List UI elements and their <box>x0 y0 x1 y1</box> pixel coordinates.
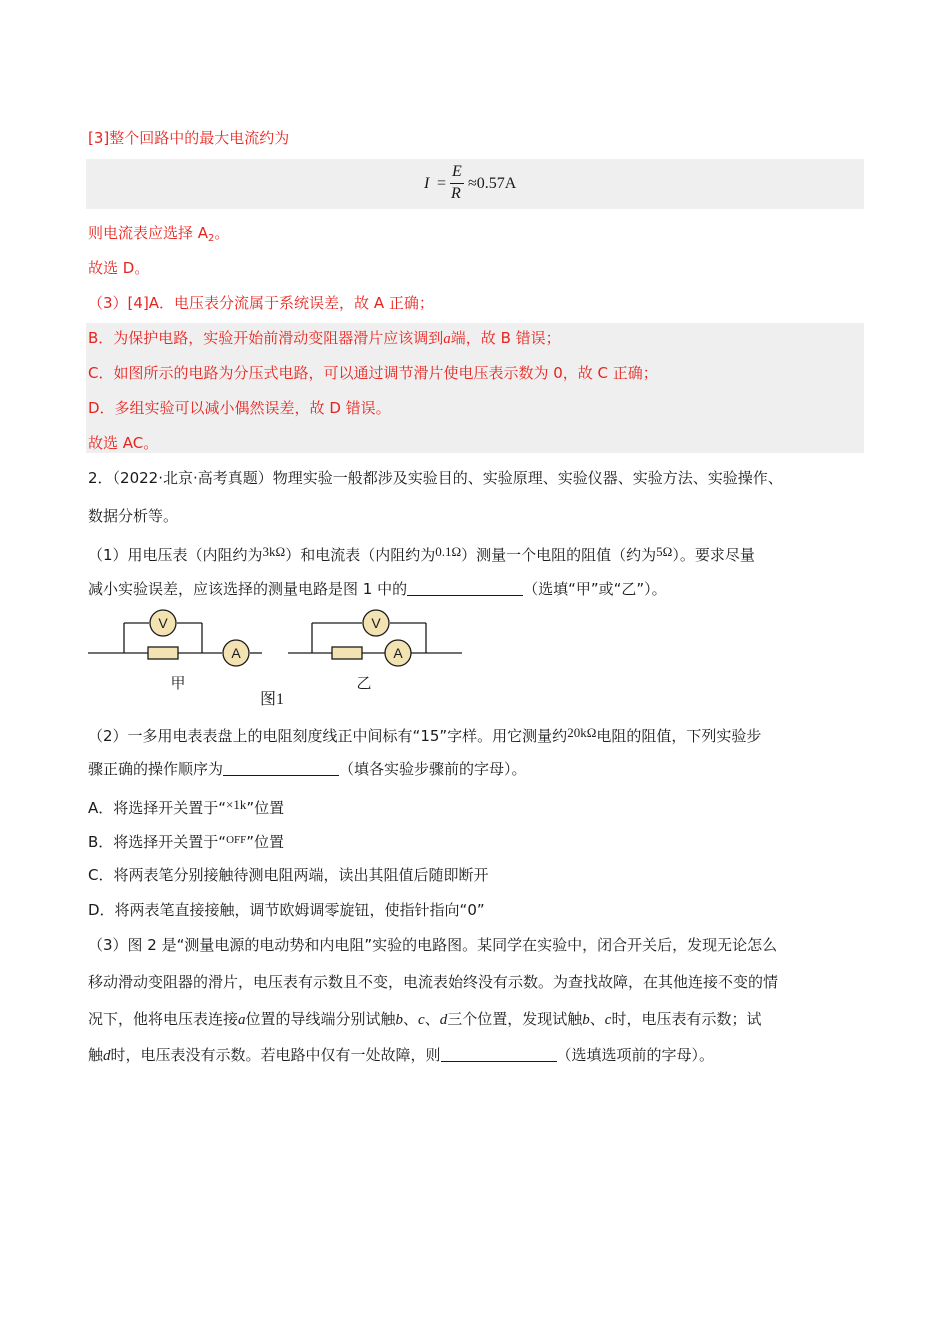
answer-blank-1[interactable] <box>407 581 523 596</box>
q2-part2-line1: （2）一多用电表表盘上的电阻刻度线正中间标有“15”字样。用它测量约20kΩ电阻的阻值，下列实验步 <box>88 725 762 745</box>
current-formula: I = E R ≈0.57A <box>424 163 517 202</box>
q2-intro-line1: 2．（2022·北京·高考真题）物理实验一般都涉及实验目的、实验原理、实验仪器、实验方法、实验操作、 <box>88 469 783 487</box>
answer-blank-3[interactable] <box>441 1047 557 1062</box>
q2-part3-line3: 况下，他将电压表连接a位置的导线端分别试触b、c、d三个位置，发现试触b、c时，电压表有示数；试 <box>88 1010 762 1028</box>
q2-part1-line2: 减小实验误差，应该选择的测量电路是图 1 中的 （选填“甲”或“乙”）。 <box>88 580 667 598</box>
q2-part3-line2: 移动滑动变阻器的滑片，电压表有示数且不变，电流表始终没有示数。为查找故障，在其他连接不变的情 <box>88 973 779 991</box>
option-d-line: D．将两表笔直接接触，调节欧姆调零旋钮，使指针指向“0” <box>88 901 485 919</box>
q2-part3-line1: （3）图 2 是“测量电源的电动势和内电阻”实验的电路图。某同学在实验中，闭合开关后，发现无论怎么 <box>88 936 778 954</box>
q3-option-b-line: B．为保护电路，实验开始前滑动变阻器滑片应该调到a端，故 B 错误； <box>88 329 561 347</box>
q2-part2-line2: 骤正确的操作顺序为 （填各实验步骤前的字母）。 <box>88 760 527 778</box>
q2-intro-line2: 数据分析等。 <box>88 507 179 525</box>
option-c-line: C．将两表笔分别接触待测电阻两端，读出其阻值后随即断开 <box>88 866 489 884</box>
option-b-line: B．将选择开关置于“$^{OFF}$”位置 <box>88 833 285 851</box>
ammeter-jia-label: A <box>231 645 241 661</box>
resistor-yi <box>332 647 362 659</box>
ammeter-yi-label: A <box>393 645 403 661</box>
ammeter-choice-line: 则电流表应选择 $A_2$。 <box>88 224 230 244</box>
answer-blank-2[interactable] <box>223 761 339 776</box>
figure-1-caption: 图1 <box>259 691 285 708</box>
resistor-jia <box>148 647 178 659</box>
option-a-line: A．将选择开关置于“×1k”位置 <box>88 797 285 817</box>
q2-part3-line4: 触d时，电压表没有示数。若电路中仅有一处故障，则 （选填选项前的字母）。 <box>88 1046 715 1064</box>
solution-max-current-line: [3]整个回路中的最大电流约为 <box>88 129 290 147</box>
choose-d-line: 故选 D。 <box>88 259 150 277</box>
label-jia: 甲 <box>170 674 186 692</box>
voltmeter-yi-label: V <box>371 615 381 631</box>
formula-block <box>86 159 864 209</box>
label-yi: 乙 <box>356 674 372 692</box>
q2-part1-line1: （1）用电压表（内阻约为3kΩ）和电流表（内阻约为0.1Ω）测量一个电阻的阻值（约为5Ω）。要求尽量 <box>88 544 755 564</box>
q3-option-a-line: （3）[4]A．电压表分流属于系统误差，故 A 正确； <box>88 294 434 312</box>
q3-option-d-line: D．多组实验可以减小偶然误差，故 D 错误。 <box>88 399 391 417</box>
figure-1-circuits <box>86 606 466 716</box>
fraction-bar <box>450 183 464 184</box>
voltmeter-jia-label: V <box>158 615 168 631</box>
choose-ac-line: 故选 AC。 <box>88 434 159 452</box>
q3-option-c-line: C．如图所示的电路为分压式电路，可以通过调节滑片使电压表示数为 0，故 C 正确； <box>88 364 658 382</box>
